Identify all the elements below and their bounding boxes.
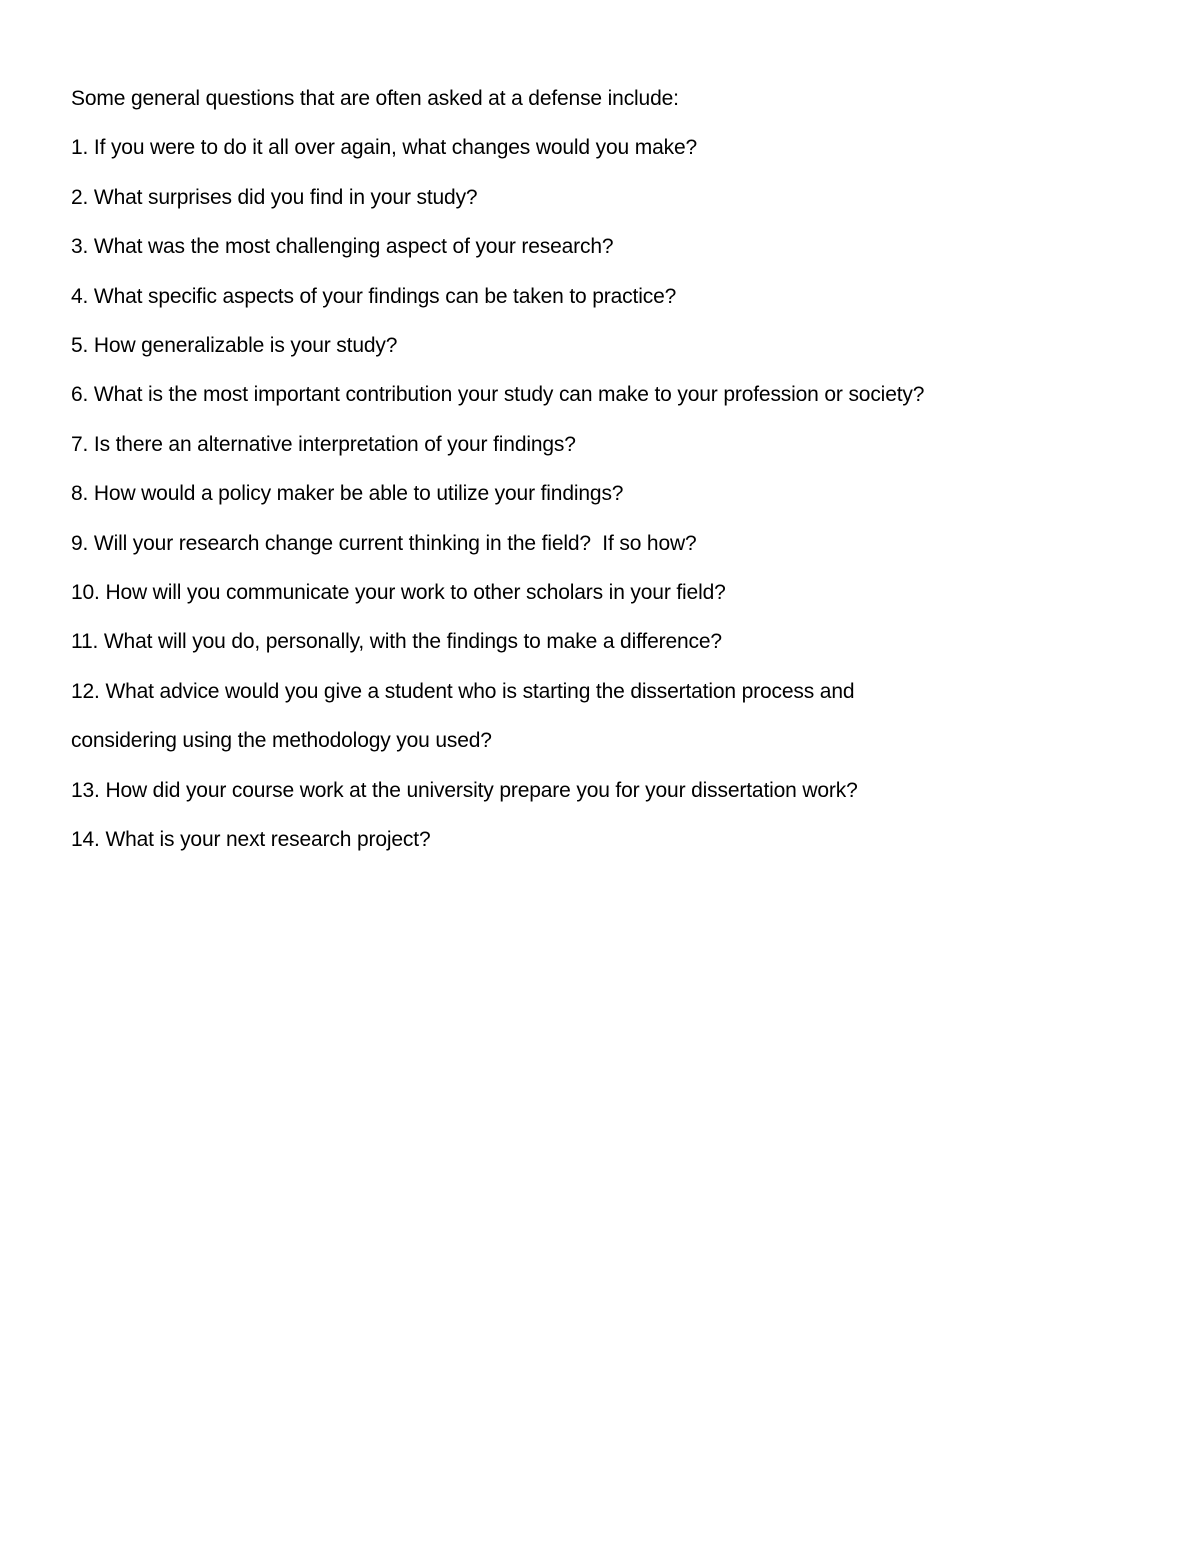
question-item	[71, 420, 1151, 469]
question-number: 3.	[71, 235, 89, 259]
question-number: 14.	[71, 828, 100, 852]
question-text: What is your next research project?	[105, 828, 431, 852]
question-item	[71, 272, 1151, 321]
question-text: Is there an alternative interpretation of your findings?	[93, 432, 576, 456]
question-item	[71, 617, 1151, 666]
question-number: 2.	[71, 185, 89, 209]
question-text: Will your research change current thinking in the field? If so how?	[93, 531, 697, 555]
question-number: 12.	[71, 679, 100, 703]
question-number: 4.	[71, 284, 89, 308]
question-text-continuation: considering using the methodology you used?	[71, 729, 492, 753]
question-number: 1.	[71, 136, 89, 160]
question-item	[71, 469, 1151, 518]
question-text: How will you communicate your work to other scholars in your field?	[105, 581, 726, 605]
question-item	[71, 370, 1151, 419]
question-text: How would a policy maker be able to utilize your findings?	[93, 482, 624, 506]
question-number: 6.	[71, 383, 89, 407]
question-item	[71, 321, 1151, 370]
question-number: 7.	[71, 432, 89, 456]
question-item	[71, 815, 1151, 864]
question-number: 11.	[71, 630, 99, 654]
question-text: What advice would you give a student who is starting the dissertation process and	[105, 679, 855, 703]
question-text: If you were to do it all over again, what changes would you make?	[93, 136, 698, 160]
question-number: 9.	[71, 531, 89, 555]
question-text: What will you do, personally, with the findings to make a difference?	[103, 630, 722, 654]
question-text: What is the most important contribution your study can make to your profession or society?	[93, 383, 925, 407]
question-number: 5.	[71, 334, 89, 358]
question-item	[71, 667, 1151, 766]
question-text: What specific aspects of your findings can be taken to practice?	[93, 284, 677, 308]
question-list	[71, 74, 1151, 865]
question-text: What was the most challenging aspect of your research?	[93, 235, 614, 259]
question-item	[71, 173, 1151, 222]
question-text: How did your course work at the university prepare you for your dissertation work?	[105, 778, 858, 802]
question-item	[71, 123, 1151, 172]
question-item	[71, 568, 1151, 617]
question-text: How generalizable is your study?	[93, 334, 398, 358]
question-item	[71, 222, 1151, 271]
question-item	[71, 519, 1151, 568]
question-number: 10.	[71, 581, 100, 605]
question-number: 13.	[71, 778, 100, 802]
question-item	[71, 766, 1151, 815]
intro-text: Some general questions that are often asked at a defense include:	[71, 87, 679, 110]
question-number: 8.	[71, 482, 89, 506]
question-text: What surprises did you find in your study?	[93, 185, 478, 209]
